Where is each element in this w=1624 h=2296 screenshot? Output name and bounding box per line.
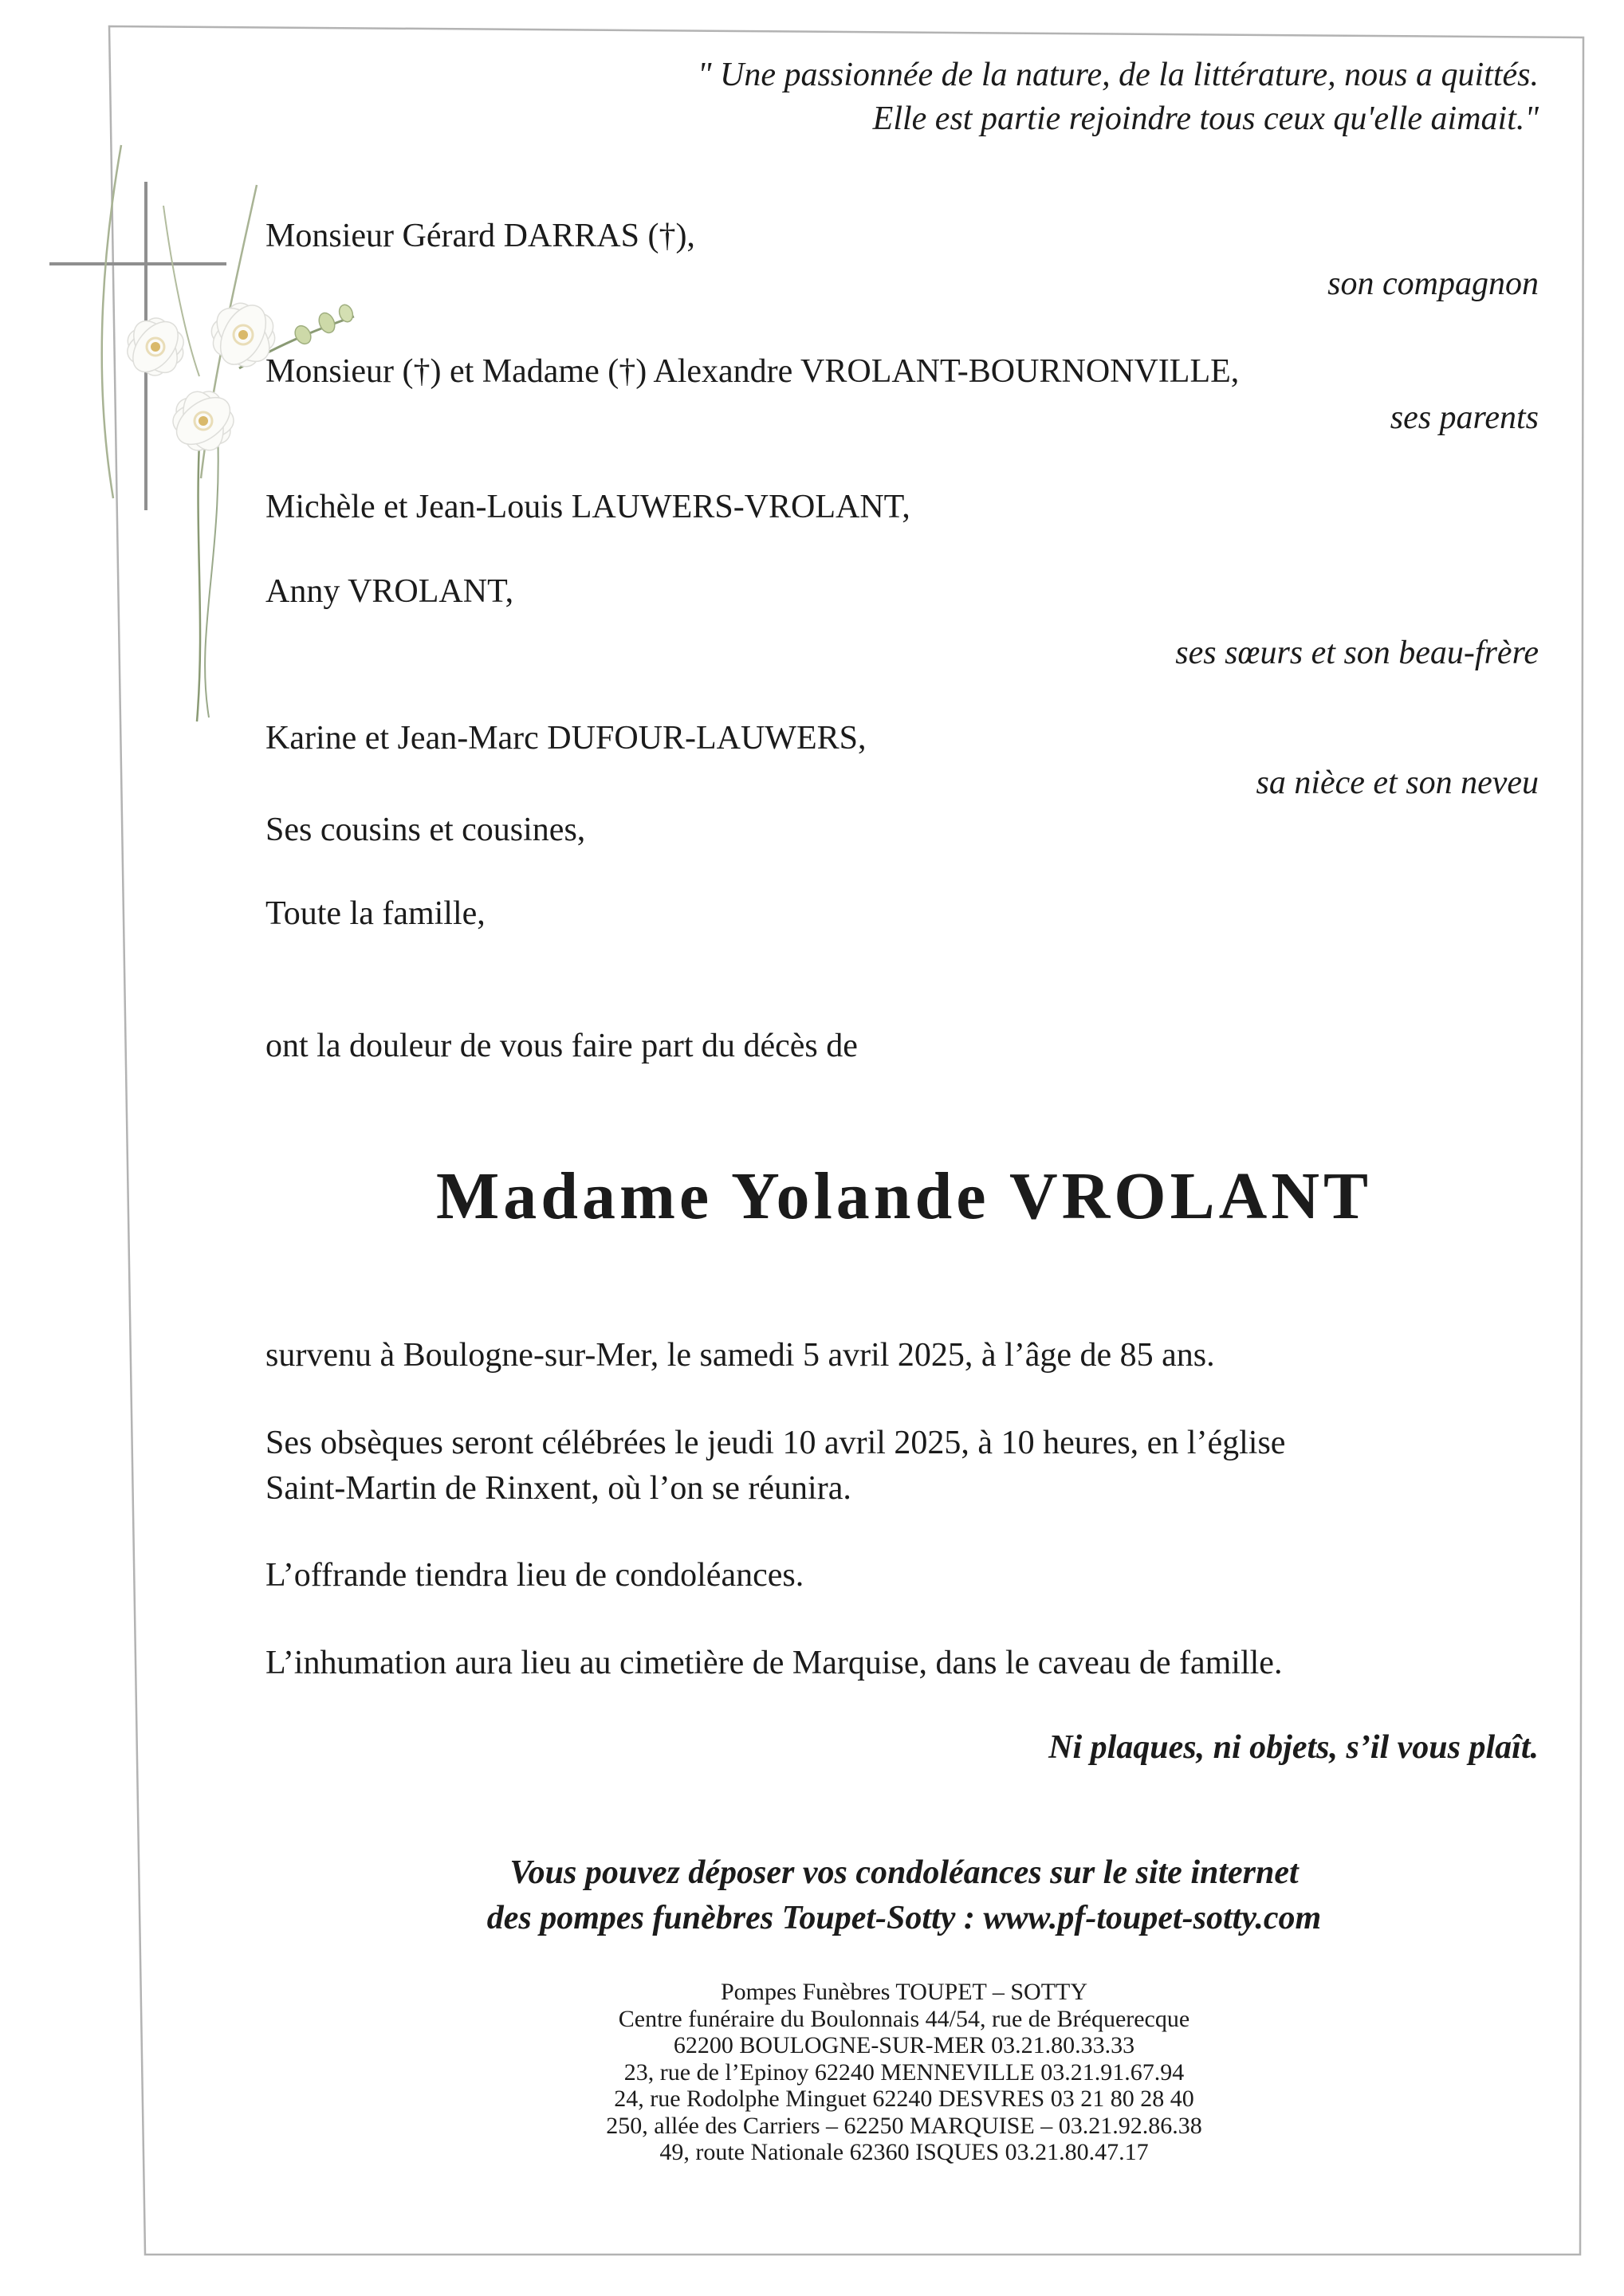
- funeral-home-address: Centre funéraire du Boulonnais 44/54, rue de Bréquerecque: [618, 2005, 1190, 2032]
- family-names-lauwers: Michèle et Jean-Louis LAUWERS-VROLANT,: [265, 489, 910, 525]
- stem: [197, 415, 201, 721]
- family-names-anny: Anny VROLANT,: [265, 573, 514, 610]
- condolences-website-line2: des pompes funèbres Toupet-Sotty : www.pf-toupet-sotty.com: [486, 1900, 1322, 1936]
- funeral-home-address: 49, route Nationale 62360 ISQUES 03.21.80.47.17: [659, 2139, 1149, 2165]
- family-names-famille: Toute la famille,: [265, 895, 486, 932]
- family-names-parents: Monsieur (†) et Madame (†) Alexandre VROLANT-BOURNONVILLE,: [265, 353, 1240, 390]
- no-plaques-notice: Ni plaques, ni objets, s’il vous plaît.: [1048, 1729, 1539, 1766]
- family-relation-soeurs: ses sœurs et son beau-frère: [1175, 635, 1539, 671]
- family-relation-parents: ses parents: [1390, 399, 1539, 436]
- funeral-home-address: 24, rue Rodolphe Minguet 62240 DESVRES 03 21 80 28 40: [614, 2086, 1194, 2112]
- orchid-buds: [292, 303, 355, 347]
- stem: [205, 415, 218, 718]
- ceremony-line1: Ses obsèques seront célébrées le jeudi 10 avril 2025, à 10 heures, en l’église: [265, 1425, 1286, 1461]
- family-names-compagnon: Monsieur Gérard DARRAS (†),: [265, 218, 695, 254]
- funeral-home-address: 23, rue de l’Epinoy 62240 MENNEVILLE 03.21.91.67.94: [623, 2058, 1185, 2086]
- funeral-home-block: [265, 1979, 1543, 2166]
- deceased-name-title: Madame Yolande VROLANT: [435, 1159, 1373, 1233]
- death-details: survenu à Boulogne-sur-Mer, le samedi 5 avril 2025, à l’âge de 85 ans.: [265, 1337, 1215, 1374]
- family-names-dufour: Karine et Jean-Marc DUFOUR-LAUWERS,: [265, 720, 867, 757]
- epitaph-quote-line1: " Une passionnée de la nature, de la littérature, nous a quittés.: [697, 57, 1539, 93]
- offering-notice: L’offrande tiendra lieu de condoléances.: [265, 1557, 804, 1594]
- funeral-home-address: 250, allée des Carriers – 62250 MARQUISE – 03.21.92.86.38: [606, 2112, 1202, 2139]
- condolences-website-line1: Vous pouvez déposer vos condoléances sur le site internet: [509, 1854, 1299, 1891]
- announcement-intro: ont la douleur de vous faire part du décès de: [265, 1028, 858, 1064]
- leaf-blade: [102, 145, 121, 498]
- epitaph-quote-line2: Elle est partie rejoindre tous ceux qu'elle aimait.": [872, 100, 1539, 137]
- funeral-home-address: 62200 BOULOGNE-SUR-MER 03.21.80.33.33: [673, 2032, 1135, 2058]
- ceremony-line2: Saint-Martin de Rinxent, où l’on se réunira.: [265, 1470, 851, 1507]
- family-relation-niece: sa nièce et son neveu: [1256, 765, 1539, 801]
- family-relation-compagnon: son compagnon: [1327, 265, 1539, 302]
- funeral-home-name: Pompes Funèbres TOUPET – SOTTY: [720, 1979, 1088, 2005]
- burial-notice: L’inhumation aura lieu au cimetière de Marquise, dans le caveau de famille.: [265, 1645, 1283, 1681]
- family-names-cousins: Ses cousins et cousines,: [265, 812, 586, 848]
